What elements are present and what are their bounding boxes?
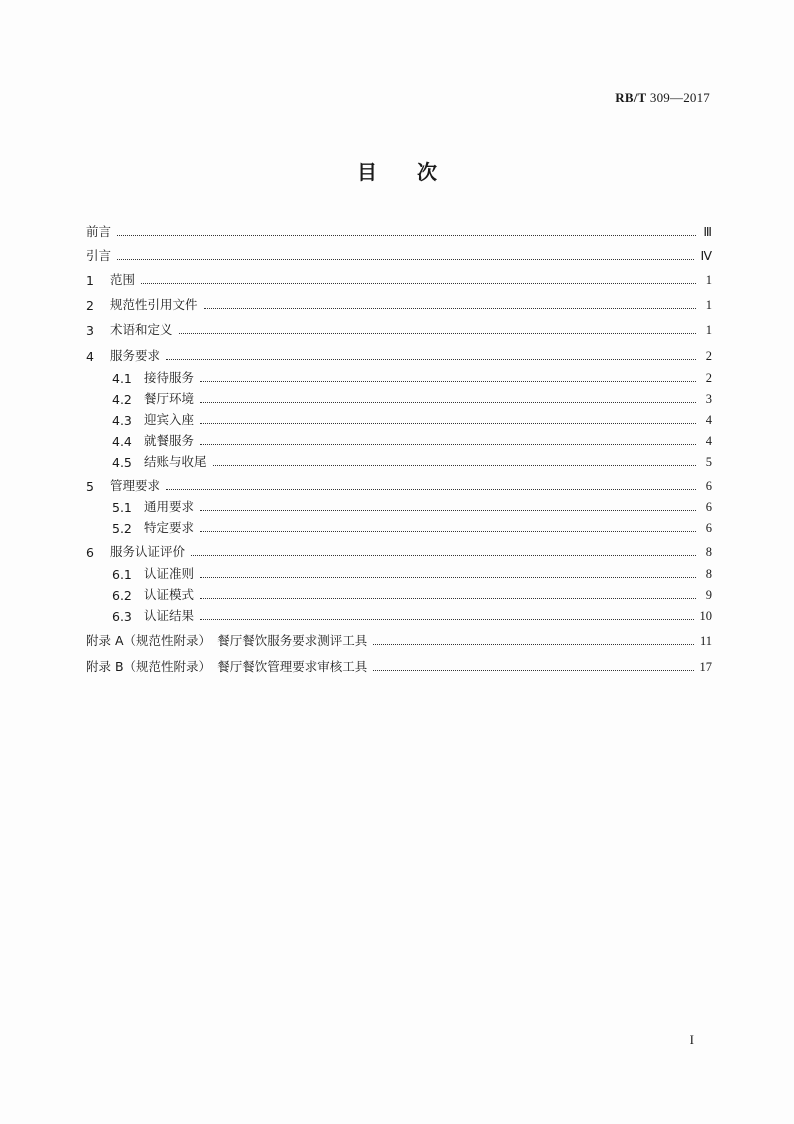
dot-leader <box>200 619 693 620</box>
toc-entry-number: 3 <box>86 323 94 338</box>
dot-leader <box>200 444 696 445</box>
toc-entry-label: 附录 B（规范性附录） 餐厅餐饮管理要求审核工具 <box>86 659 368 674</box>
standard-number: 309—2017 <box>649 90 710 105</box>
toc-entry-page: 6 <box>705 521 712 535</box>
toc-entry-number: 6.2 <box>112 588 132 603</box>
page-title: 目次 <box>357 160 477 184</box>
toc-entry-number: 5.1 <box>112 500 132 515</box>
toc-entry-page: Ⅳ <box>700 249 712 263</box>
dot-leader <box>179 333 696 334</box>
toc-entry[interactable] <box>86 657 712 675</box>
toc-entry-number: 6.3 <box>112 609 132 624</box>
toc-entry[interactable] <box>86 431 712 449</box>
toc-entry-page: 6 <box>705 500 712 514</box>
toc-entry-number: 5.2 <box>112 521 132 536</box>
toc-entry-label: 通用要求 <box>144 499 195 514</box>
toc-entry[interactable] <box>86 295 712 313</box>
toc-entry-page: 4 <box>705 413 712 427</box>
toc-entry[interactable] <box>86 452 712 470</box>
toc-entry-label: 范围 <box>110 272 136 287</box>
toc-entry-page: 6 <box>705 479 712 493</box>
toc-entry-page: 5 <box>705 455 712 469</box>
dot-leader <box>373 670 693 671</box>
toc-entry-page: Ⅲ <box>703 225 712 239</box>
dot-leader <box>117 235 696 236</box>
toc-entry-label: 迎宾入座 <box>144 412 195 427</box>
toc-entry-page: 9 <box>705 588 712 602</box>
toc-entry-page: 10 <box>699 609 712 623</box>
page-number: I <box>689 1032 694 1047</box>
dot-leader <box>200 423 696 424</box>
toc-entry-number: 2 <box>86 298 94 313</box>
toc-entry-label: 认证准则 <box>144 566 195 581</box>
toc-entry[interactable] <box>86 497 712 515</box>
toc-entry-page: 2 <box>705 349 712 363</box>
toc-entry-label: 术语和定义 <box>110 322 173 337</box>
toc-entry[interactable] <box>86 222 712 240</box>
dot-leader <box>373 644 694 645</box>
toc-entry-label: 附录 A（规范性附录） 餐厅餐饮服务要求测评工具 <box>86 633 368 648</box>
toc-entry-number: 4.1 <box>112 371 132 386</box>
dot-leader <box>204 308 696 309</box>
toc-entry[interactable] <box>86 410 712 428</box>
toc-entry[interactable] <box>86 270 712 288</box>
toc-entry-label: 认证模式 <box>144 587 195 602</box>
dot-leader <box>191 555 696 556</box>
dot-leader <box>200 598 696 599</box>
toc-entry-number: 4.5 <box>112 455 132 470</box>
dot-leader <box>200 510 696 511</box>
toc-entry-page: 17 <box>699 660 712 674</box>
toc-entry-number: 6 <box>86 545 94 560</box>
toc-entry-page: 1 <box>705 298 712 312</box>
toc-entry-number: 4 <box>86 349 94 364</box>
toc-entry-page: 4 <box>705 434 712 448</box>
toc-entry[interactable] <box>86 606 712 624</box>
dot-leader <box>166 489 696 490</box>
toc-entry-number: 5 <box>86 479 94 494</box>
dot-leader <box>200 402 696 403</box>
toc-entry[interactable] <box>86 585 712 603</box>
toc-entry[interactable] <box>86 631 712 649</box>
toc-entry-label: 餐厅环境 <box>144 391 195 406</box>
toc-entry-label: 就餐服务 <box>144 433 195 448</box>
toc-entry-label: 管理要求 <box>110 478 161 493</box>
dot-leader <box>200 577 696 578</box>
toc-entry[interactable] <box>86 476 712 494</box>
toc-entry-page: 11 <box>699 634 712 648</box>
toc-entry[interactable] <box>86 246 712 264</box>
toc-entry[interactable] <box>86 518 712 536</box>
toc-entry-label: 结账与收尾 <box>144 454 207 469</box>
toc-entry-number: 4.2 <box>112 392 132 407</box>
toc-entry-number: 4.3 <box>112 413 132 428</box>
toc-entry-label: 服务认证评价 <box>110 544 186 559</box>
toc-entry-label: 特定要求 <box>144 520 195 535</box>
toc-entry-page: 1 <box>705 273 712 287</box>
toc-entry-label: 认证结果 <box>144 608 195 623</box>
toc-entry[interactable] <box>86 389 712 407</box>
toc-entry-number: 1 <box>86 273 94 288</box>
toc-entry[interactable] <box>86 346 712 364</box>
dot-leader <box>213 465 696 466</box>
dot-leader <box>200 531 696 532</box>
toc-entry-label: 接待服务 <box>144 370 195 385</box>
toc-entry-label: 规范性引用文件 <box>110 297 198 312</box>
toc-entry[interactable] <box>86 320 712 338</box>
standard-prefix: RB/T <box>615 90 647 105</box>
toc-entry-label: 前言 <box>86 224 112 239</box>
toc-entry[interactable] <box>86 542 712 560</box>
toc-entry-number: 6.1 <box>112 567 132 582</box>
toc-entry-label: 服务要求 <box>110 348 161 363</box>
toc-entry-page: 8 <box>705 567 712 581</box>
toc-entry-label: 引言 <box>86 248 112 263</box>
toc-entry-page: 8 <box>705 545 712 559</box>
toc-entry-page: 1 <box>705 323 712 337</box>
toc-entry-page: 2 <box>705 371 712 385</box>
standard-code <box>615 90 710 106</box>
dot-leader <box>166 359 696 360</box>
dot-leader <box>200 381 696 382</box>
toc-entry[interactable] <box>86 564 712 582</box>
dot-leader <box>117 259 694 260</box>
toc-entry[interactable] <box>86 368 712 386</box>
toc-entry-page: 3 <box>705 392 712 406</box>
toc-entry-number: 4.4 <box>112 434 132 449</box>
dot-leader <box>141 283 696 284</box>
